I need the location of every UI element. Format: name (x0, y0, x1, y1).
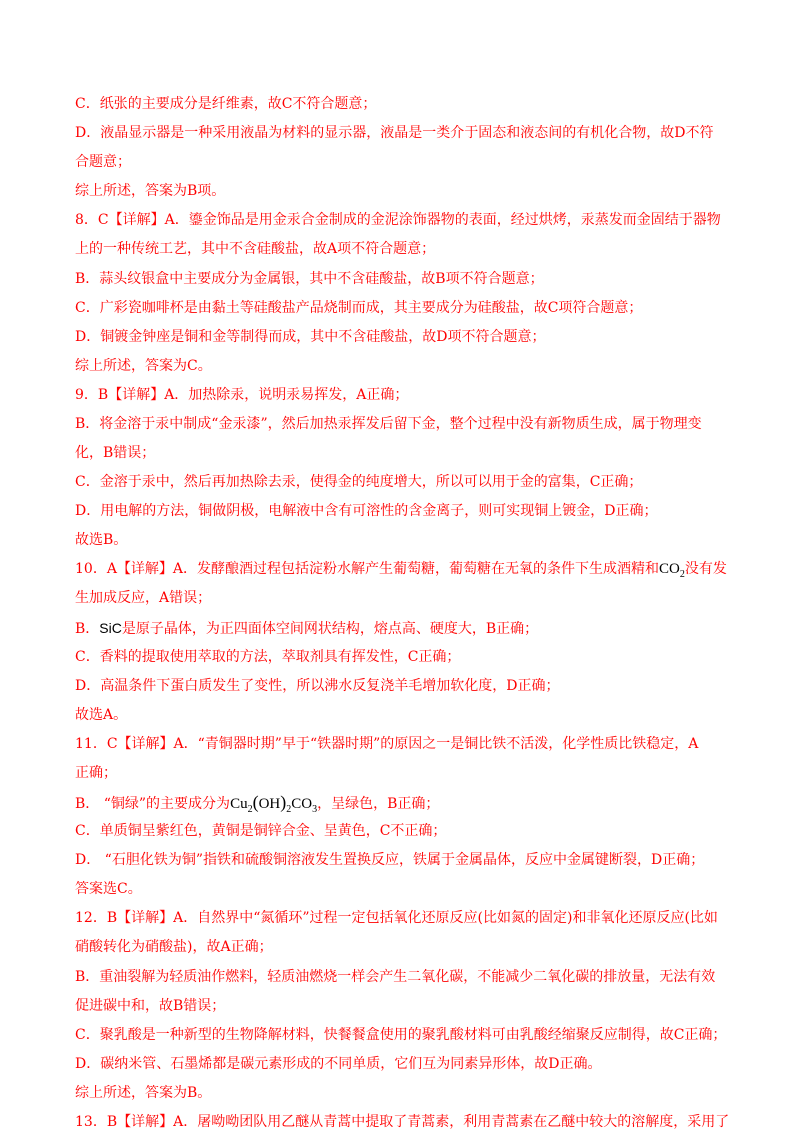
text-line: C．聚乳酸是一种新型的生物降解材料，快餐餐盒使用的聚乳酸材料可由乳酸经缩聚反应制得，故C正确； (75, 1027, 727, 1043)
text-line: B．蒜头纹银盒中主要成分为金属银，其中不含硅酸盐，故B项不符合题意； (75, 271, 544, 287)
text-line: 促进碳中和，故B错误； (75, 998, 226, 1014)
text-line: 生加成反应，A错误； (75, 590, 212, 606)
text-line: 合题意； (75, 154, 131, 170)
text-line: 12．B【详解】A．自然界中“氮循环”过程一定包括氧化还原反应(比如氮的固定)和非氧化还原反应(比如 (75, 910, 718, 926)
text-line: B．SiC是原子晶体，为正四面体空间网状结构，熔点高、硬度大，B正确； (75, 620, 539, 637)
text-line: 综上所述，答案为B。 (75, 1085, 212, 1101)
text-line: 9．B【详解】A．加热除汞，说明汞易挥发，A正确； (75, 387, 409, 403)
co2-formula: $CO_2$ (659, 561, 685, 580)
text-line: B．将金溶于汞中制成“金汞漆”，然后加热汞挥发后留下金，整个过程中没有新物质生成，属于物理变 (75, 416, 702, 432)
text-line: C．广彩瓷咖啡杯是由黏土等硅酸盐产品烧制而成，其主要成分为硅酸盐，故C项符合题意； (75, 300, 643, 316)
text-line: C．金溶于汞中，然后再加热除去汞，使得金的纯度增大，所以可以用于金的富集，C正确； (75, 474, 643, 490)
text-line: D．碳纳米管、石墨烯都是碳元素形成的不同单质，它们互为同素异形体，故D正确。 (75, 1056, 602, 1072)
text-line: D．铜镀金钟座是铜和金等制得而成，其中不含硅酸盐，故D项不符合题意； (75, 329, 546, 345)
text-line (75, 559, 745, 585)
q10-suffix: 没有发 (684, 561, 727, 577)
text-line: C．纸张的主要成分是纤维素，故C不符合题意； (75, 96, 377, 112)
text-line: B． “铜绿”的主要成分为$Cu_2(OH)_2CO_3$，呈绿色，B正确； (75, 792, 440, 815)
text-line: D．液晶显示器是一种采用液晶为材料的显示器，液晶是一类介于固态和液态间的有机化合物，故D不符 (75, 125, 714, 141)
text-line: 11．C【详解】A．“青铜器时期”早于“铁器时期”的原因之一是铜比铁不活泼，化学性质比铁稳定，A (75, 736, 699, 752)
q10-prefix: 10．A【详解】A．发酵酿酒过程包括淀粉水解产生葡萄糖，葡萄糖在无氧的条件下生成酒精和 (75, 561, 660, 577)
text-line: B．重油裂解为轻质油作燃料，轻质油燃烧一样会产生二氧化碳，不能减少二氧化碳的排放量，无法有效 (75, 969, 716, 985)
malachite-formula: $Cu_2(OH)_2CO_3$ (230, 792, 318, 815)
text-line: C．单质铜呈紫红色，黄铜是铜锌合金、呈黄色，C不正确； (75, 823, 447, 839)
text-line: 综上所述，答案为C。 (75, 358, 212, 374)
text-line: D．高温条件下蛋白质发生了变性，所以沸水反复浇羊毛增加软化度，D正确； (75, 678, 560, 694)
text-line: C．香料的提取使用萃取的方法，萃取剂具有挥发性，C正确； (75, 649, 461, 665)
text-line: 正确； (75, 765, 117, 781)
text-line: D．用电解的方法，铜做阴极，电解液中含有可溶性的含金离子，则可实现铜上镀金，D正确； (75, 503, 658, 519)
text-line: D． “石胆化铁为铜”指铁和硫酸铜溶液发生置换反应，铁属于金属晶体，反应中金属键断裂，D正确； (75, 852, 705, 868)
text-line: 上的一种传统工艺，其中不含硅酸盐，故A项不符合题意； (75, 241, 436, 257)
text-line: 综上所述，答案为B项。 (75, 183, 226, 199)
text-line: 13．B【详解】A．屠呦呦团队用乙醚从青蒿中提取了青蒿素，利用青蒿素在乙醚中较大的溶解度，采用了 (75, 1114, 730, 1130)
text-line: 答案选C。 (75, 881, 142, 897)
sic-formula: SiC (99, 620, 122, 636)
text-line: 硝酸转化为硝酸盐)，故A正确； (75, 939, 273, 955)
text-line: 故选B。 (75, 532, 128, 548)
text-line: 8．C【详解】A．鎏金饰品是用金汞合金制成的金泥涂饰器物的表面，经过烘烤，汞蒸发而金固结于器物 (75, 212, 721, 228)
text-line: 故选A。 (75, 707, 128, 723)
text-line: 化，B错误； (75, 445, 156, 461)
